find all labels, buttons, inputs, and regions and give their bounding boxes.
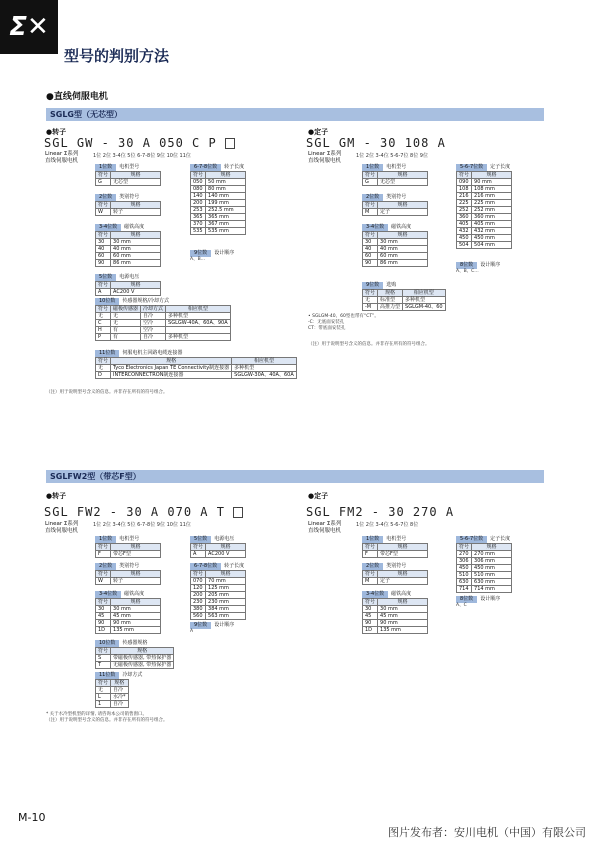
table-row: 306 306 mm xyxy=(457,558,512,565)
sglfw2-stator-label: ●定子 xyxy=(308,492,329,500)
table-row: 253 252.5 mm xyxy=(191,207,246,214)
sglg-rotor-t2: 2位数 类别符号 符号 规格 W 转子 xyxy=(95,194,161,216)
sglfw2-rotor-t3: 3-4位数 磁铁高度 符号 规格 30 30 mm 45 45 mm 90 90 mm 1D 135 mm xyxy=(95,591,161,634)
option-box xyxy=(225,138,235,149)
sglg-stator-t9: 9位数 选购 符号 规格 相应机型 无 标准型 多种机型 -M 高推力型 SGLGM-40、60 xyxy=(362,282,446,311)
sglfw2-stator-positions: 1位 2位 3-4位 5-6-7位 8位 xyxy=(356,522,419,528)
sglg-stator-label: ●定子 xyxy=(308,128,329,136)
table-row: 60 60 mm xyxy=(96,253,161,260)
table-row: F 带芯F型 xyxy=(96,551,161,558)
table-row: S 带磁极传感器, 带热保护器 xyxy=(96,655,174,662)
table-row: 120 125 mm xyxy=(191,585,246,592)
table-row: 450 450 mm xyxy=(457,565,512,572)
table-row: A AC200 V xyxy=(191,551,246,558)
table-row: C 无 空冷 SGLGW-40A、60A、90A xyxy=(96,320,231,327)
table-row: F 带芯F型 xyxy=(363,551,428,558)
sglg-stator-code: SGL GM - 30 108 A xyxy=(306,136,446,150)
sglfw2-band: SGLFW2型（带芯F型） xyxy=(46,470,544,483)
sglfw2-stator-t1: 1位数 电机型号 符号 规格 F 带芯F型 xyxy=(362,536,428,558)
sglg-rotor-t5: 5位数 电源电压 符号 规格 A AC200 V xyxy=(95,274,161,296)
table-row: 216 216 mm xyxy=(457,193,512,200)
table-row: W 转子 xyxy=(96,578,161,585)
sglg-rotor-t9: 9位数 设计顺序 A、B… xyxy=(190,250,235,262)
table-row: 270 270 mm xyxy=(457,551,512,558)
table-row: 1 自冷 xyxy=(96,701,129,708)
sglg-stator-positions: 1位 2位 3-4位 5-6-7位 8位 9位 xyxy=(356,153,428,159)
sglfw2-rotor-code: SGL FW2 - 30 A 070 A T xyxy=(44,505,243,519)
table-row: P 有 自冷 多种机型 xyxy=(96,334,231,341)
table-row: 140 140 mm xyxy=(191,193,246,200)
sglg-rotor-t1: 1位数 电机型号 符号 规格 G 无芯型 xyxy=(95,164,161,186)
table-row: 050 50 mm xyxy=(191,179,246,186)
table-row: 080 80 mm xyxy=(191,186,246,193)
sglg-stator-t567: 5-6-7位数 定子长度 符号 规格 090 90 mm 108 108 mm 216 216 mm 225 225 mm 252 252 mm 360 360 mm 405 405 mm 432 432 mm 450 450 mm 504 504 mm xyxy=(456,164,512,249)
table-row: 200 205 mm xyxy=(191,592,246,599)
table-row: 535 535 mm xyxy=(191,228,246,235)
table-row: 108 108 mm xyxy=(457,186,512,193)
sglg-rotor-positions: 1位 2位 3-4位 5位 6-7-8位 9位 10位 11位 xyxy=(93,153,191,159)
sglg-rotor-t3: 3-4位数 磁铁高度 符号 规格 30 30 mm 40 40 mm 60 60 mm 90 86 mm xyxy=(95,224,161,267)
option-box xyxy=(233,507,243,518)
table-row: 40 40 mm xyxy=(96,246,161,253)
sglfw2-stator-t567: 5-6-7位数 定子长度 符号 规格 270 270 mm 306 306 mm 450 450 mm 510 510 mm 630 630 mm 714 714 mm xyxy=(456,536,512,593)
table-row: T 无磁极传感器, 带热保护器 xyxy=(96,662,174,669)
sglfw2-rotor-positions: 1位 2位 3-4位 5位 6-7-8位 9位 10位 11位 xyxy=(93,522,191,528)
table-row: 30 30 mm xyxy=(363,606,428,613)
table-row: 070 70 mm xyxy=(191,578,246,585)
table-row: 432 432 mm xyxy=(457,228,512,235)
sglfw2-rotor-t10: 10位数 传感器规格 符号 规格 S 带磁极传感器, 带热保护器 T 无磁极传感器, 带热保护器 xyxy=(95,640,174,669)
table-row: 560 563 mm xyxy=(191,613,246,620)
table-row: 450 450 mm xyxy=(457,235,512,242)
sglg-rotor-t678: 6-7-8位数 转子长度 符号 规格 050 50 mm 080 80 mm 140 140 mm 200 199 mm 253 252.5 mm 365 365 mm 370 367 mm 535 535 mm xyxy=(190,164,246,235)
series-label: Linear Σ系列 直线伺服电机 xyxy=(308,151,342,164)
table-row: 30 30 mm xyxy=(363,239,428,246)
table-row: 360 360 mm xyxy=(457,214,512,221)
page-title: 型号的判别方法 xyxy=(64,47,170,65)
table-row: W 转子 xyxy=(96,209,161,216)
table-row: 无 自冷 xyxy=(96,687,129,694)
table-row: 无 无 自冷 多种机型 xyxy=(96,313,231,320)
series-label: Linear Σ系列 直线伺服电机 xyxy=(308,521,342,534)
page-number: M-10 xyxy=(18,811,46,824)
table-row: M 定子 xyxy=(363,578,428,585)
publisher-credit: 图片发布者：安川电机（中国）有限公司 xyxy=(388,826,586,839)
table-row: 1D 135 mm xyxy=(363,627,428,634)
table-row: 45 45 mm xyxy=(363,613,428,620)
sglg-rotor-t10: 10位数 传感器规格/冷却方式 符号 磁极传感器 冷却方式 相应机型 无 无 自冷 多种机型 C 无 空冷 SGLGW-40A、60A、90A H 有 空冷 P 有 自冷 多种机型 xyxy=(95,298,231,341)
sglfw2-rotor-t2: 2位数 类别符号 符号 规格 W 转子 xyxy=(95,563,161,585)
sglg-band: SGLG型（无芯型） xyxy=(46,108,544,121)
sglfw2-rotor-t1: 1位数 电机型号 符号 规格 F 带芯F型 xyxy=(95,536,161,558)
sglg-rotor-label: ●转子 xyxy=(46,128,67,136)
table-row: D INTERCONNECTRON制连接器 SGLGW-30A、40A、60A xyxy=(96,372,297,379)
table-row: 630 630 mm xyxy=(457,579,512,586)
sglfw2-rotor-t678: 6-7-8位数 转子长度 符号 规格 070 70 mm 120 125 mm 200 205 mm 230 230 mm 380 384 mm 560 563 mm xyxy=(190,563,246,620)
table-row: 45 45 mm xyxy=(96,613,161,620)
table-row: A AC200 V xyxy=(96,289,161,296)
table-row: L 水冷* xyxy=(96,694,129,701)
table-row: 714 714 mm xyxy=(457,586,512,593)
table-row: 252 252 mm xyxy=(457,207,512,214)
sglg-stator-t8: 8位数 设计顺序 A、B、C… xyxy=(456,262,501,274)
series-label: Linear Σ系列 直线伺服电机 xyxy=(45,521,79,534)
sglfw2-stator-t2: 2位数 类别符号 符号 规格 M 定子 xyxy=(362,563,428,585)
sglg-rotor-note: （注）用于说明型号含义的信息。并非存在所有的符号组合。 xyxy=(46,390,168,395)
section-heading: ●直线伺服电机 xyxy=(46,92,108,102)
sglfw2-rotor-t5: 5位数 电源电压 符号 规格 A AC200 V xyxy=(190,536,246,558)
table-row: 90 90 mm xyxy=(363,620,428,627)
table-row: 90 90 mm xyxy=(96,620,161,627)
table-row: 510 510 mm xyxy=(457,572,512,579)
table-row: 1D 135 mm xyxy=(96,627,161,634)
table-row: G 无芯型 xyxy=(96,179,161,186)
sglg-stator-t2: 2位数 类别符号 符号 规格 M 定子 xyxy=(362,194,428,216)
table-row: 200 199 mm xyxy=(191,200,246,207)
table-row: 30 30 mm xyxy=(96,606,161,613)
table-row: 090 90 mm xyxy=(457,179,512,186)
sglg-rotor-t11: 11位数 伺服电机主回路电缆连接器 符号 规格 相应机型 无 Tyco Electronics Japan TE Connectivity制连接器 多种机型 D INTERCONNECTRON制连接器 SGLGW-30A、40A、60A xyxy=(95,350,297,379)
table-row: 370 367 mm xyxy=(191,221,246,228)
sglg-stator-notes: • SGLGM-40、60型也带有“CT”。 -C：无底面安装孔 CT：带底面安装孔 xyxy=(308,314,379,331)
sglfw2-stator-t8: 8位数 设计顺序 A、C xyxy=(456,596,501,608)
table-row: 504 504 mm xyxy=(457,242,512,249)
table-row: 90 86 mm xyxy=(96,260,161,267)
table-row: 30 30 mm xyxy=(96,239,161,246)
sglg-stator-t3: 3-4位数 磁铁高度 符号 规格 30 30 mm 40 40 mm 60 60 mm 90 86 mm xyxy=(362,224,428,267)
table-row: 无 Tyco Electronics Japan TE Connectivity制连接器 多种机型 xyxy=(96,365,297,372)
sglfw2-stator-code: SGL FM2 - 30 270 A xyxy=(306,505,455,519)
sglfw2-stator-t3: 3-4位数 磁铁高度 符号 规格 30 30 mm 45 45 mm 90 90 mm 1D 135 mm xyxy=(362,591,428,634)
sglfw2-rotor-t11: 11位数 冷却方式 符号 规格 无 自冷 L 水冷* 1 自冷 xyxy=(95,672,142,708)
table-row: 405 405 mm xyxy=(457,221,512,228)
table-row: G 无芯型 xyxy=(363,179,428,186)
table-row: 380 384 mm xyxy=(191,606,246,613)
table-row: 365 365 mm xyxy=(191,214,246,221)
sglg-stator-t1: 1位数 电机型号 符号 规格 G 无芯型 xyxy=(362,164,428,186)
table-row: M 定子 xyxy=(363,209,428,216)
table-row: 40 40 mm xyxy=(363,246,428,253)
table-row: H 有 空冷 xyxy=(96,327,231,334)
sglfw2-rotor-notes: * 关于水冷型机型的详情, 请咨询本公司销售窗口。 （注）用于说明型号含义的信息。并非存在所有的符号组合。 xyxy=(46,712,168,723)
table-row: 60 60 mm xyxy=(363,253,428,260)
table-row: 230 230 mm xyxy=(191,599,246,606)
table-row: 90 86 mm xyxy=(363,260,428,267)
sglfw2-rotor-label: ●转子 xyxy=(46,492,67,500)
table-row: 无 标准型 多种机型 xyxy=(363,297,446,304)
sglg-rotor-code: SGL GW - 30 A 050 C P xyxy=(44,136,235,150)
table-row: 225 225 mm xyxy=(457,200,512,207)
sglg-stator-note: （注）用于说明型号含义的信息。并非存在所有的符号组合。 xyxy=(308,342,430,347)
series-label: Linear Σ系列 直线伺服电机 xyxy=(45,151,79,164)
sglfw2-rotor-t9: 9位数 设计顺序 A xyxy=(190,622,235,634)
brand-logo: Σ✕ xyxy=(0,0,58,54)
table-row: -M 高推力型 SGLGM-40、60 xyxy=(363,304,446,311)
